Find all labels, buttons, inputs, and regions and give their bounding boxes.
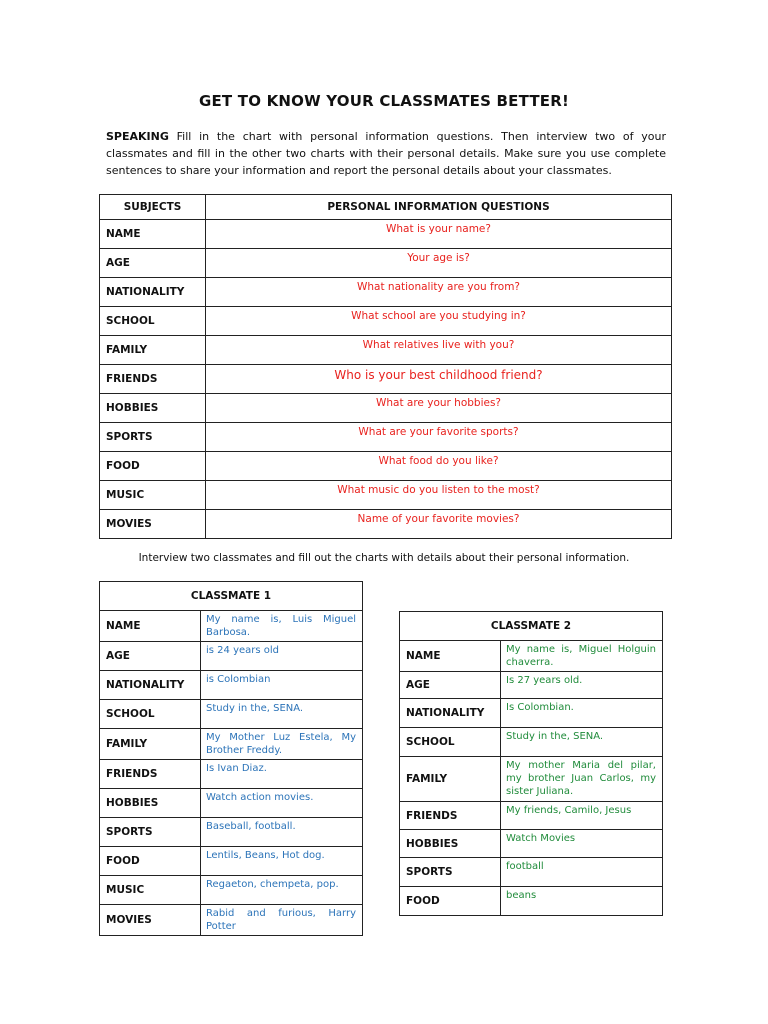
subject-cell: NATIONALITY bbox=[100, 671, 201, 700]
table-row bbox=[400, 728, 663, 757]
answer-cell: Watch Movies bbox=[501, 830, 663, 858]
table-row bbox=[400, 757, 663, 802]
subject-cell: NAME bbox=[100, 611, 201, 642]
answer-cell: Is 27 years old. bbox=[501, 672, 663, 699]
subject-cell: AGE bbox=[400, 672, 501, 699]
classmate-1-header: CLASSMATE 1 bbox=[100, 582, 363, 611]
table-row bbox=[400, 641, 663, 672]
subject-cell: SCHOOL bbox=[100, 307, 206, 336]
subject-cell: NATIONALITY bbox=[100, 278, 206, 307]
subject-cell: MOVIES bbox=[100, 510, 206, 539]
subject-cell: FOOD bbox=[100, 452, 206, 481]
question-cell: What is your name? bbox=[206, 220, 672, 249]
answer-cell: Is Colombian. bbox=[501, 699, 663, 728]
table-row bbox=[100, 307, 672, 336]
answer-cell: Watch action movies. bbox=[201, 789, 363, 818]
question-cell: What food do you like? bbox=[206, 452, 672, 481]
table-row bbox=[400, 802, 663, 830]
personal-info-table bbox=[99, 194, 672, 539]
question-cell: What are your hobbies? bbox=[206, 394, 672, 423]
page-title: GET TO KNOW YOUR CLASSMATES BETTER! bbox=[198, 92, 570, 110]
table-row bbox=[100, 876, 363, 905]
table-row bbox=[400, 672, 663, 699]
header-questions: PERSONAL INFORMATION QUESTIONS bbox=[206, 195, 672, 220]
table-header-row bbox=[100, 195, 672, 220]
subject-cell: HOBBIES bbox=[100, 789, 201, 818]
table-row bbox=[400, 830, 663, 858]
subject-cell: SPORTS bbox=[100, 423, 206, 452]
subject-cell: AGE bbox=[100, 249, 206, 278]
subject-cell: FRIENDS bbox=[100, 365, 206, 394]
table-row bbox=[100, 642, 363, 671]
question-cell: What music do you listen to the most? bbox=[206, 481, 672, 510]
subject-cell: MOVIES bbox=[100, 905, 201, 936]
table-row bbox=[100, 249, 672, 278]
table-row bbox=[100, 905, 363, 936]
subject-cell: HOBBIES bbox=[400, 830, 501, 858]
classmate-2-header: CLASSMATE 2 bbox=[400, 612, 663, 641]
subject-cell: SCHOOL bbox=[100, 700, 201, 729]
table-row bbox=[100, 847, 363, 876]
classmate-2-table bbox=[399, 611, 663, 916]
subject-cell: AGE bbox=[100, 642, 201, 671]
intro-paragraph bbox=[106, 128, 666, 179]
answer-cell: My mother Maria del pilar, my brother Juan Carlos, my sister Juliana. bbox=[501, 757, 663, 802]
subject-cell: FOOD bbox=[400, 887, 501, 916]
table-header-row bbox=[400, 612, 663, 641]
answer-cell: My name is, Miguel Holguin chaverra. bbox=[501, 641, 663, 672]
subject-cell: FAMILY bbox=[400, 757, 501, 802]
question-cell: Your age is? bbox=[206, 249, 672, 278]
answer-cell: beans bbox=[501, 887, 663, 916]
question-cell: What are your favorite sports? bbox=[206, 423, 672, 452]
answer-cell: My name is, Luis Miguel Barbosa. bbox=[201, 611, 363, 642]
subject-cell: FAMILY bbox=[100, 729, 201, 760]
intro-text: Fill in the chart with personal information questions. Then interview two of your classmates and fill in the other two charts with their personal details. Make sure you use complete sentences to share your information and report the personal details about your classmates. bbox=[106, 130, 666, 177]
answer-cell: football bbox=[501, 858, 663, 887]
subject-cell: MUSIC bbox=[100, 876, 201, 905]
subject-cell: FRIENDS bbox=[400, 802, 501, 830]
table-row bbox=[100, 481, 672, 510]
answer-cell: is 24 years old bbox=[201, 642, 363, 671]
intro-lead: SPEAKING bbox=[106, 130, 169, 143]
table-row bbox=[100, 336, 672, 365]
table-row bbox=[100, 423, 672, 452]
table-row bbox=[100, 220, 672, 249]
table-row bbox=[400, 699, 663, 728]
subject-cell: NAME bbox=[100, 220, 206, 249]
table-row bbox=[400, 887, 663, 916]
subject-cell: FRIENDS bbox=[100, 760, 201, 789]
answer-cell: My friends, Camilo, Jesus bbox=[501, 802, 663, 830]
table-row bbox=[100, 729, 363, 760]
answer-cell: Baseball, football. bbox=[201, 818, 363, 847]
answer-cell: My Mother Luz Estela, My Brother Freddy. bbox=[201, 729, 363, 760]
question-cell: What nationality are you from? bbox=[206, 278, 672, 307]
answer-cell: Is Ivan Diaz. bbox=[201, 760, 363, 789]
table-row bbox=[100, 611, 363, 642]
table-row bbox=[100, 818, 363, 847]
subject-cell: FOOD bbox=[100, 847, 201, 876]
table-row bbox=[400, 858, 663, 887]
question-cell: Name of your favorite movies? bbox=[206, 510, 672, 539]
table-row bbox=[100, 510, 672, 539]
classmate-1-table bbox=[99, 581, 363, 936]
answer-cell: Rabid and furious, Harry Potter bbox=[201, 905, 363, 936]
table-row bbox=[100, 365, 672, 394]
subject-cell: SCHOOL bbox=[400, 728, 501, 757]
answer-cell: is Colombian bbox=[201, 671, 363, 700]
table-row bbox=[100, 789, 363, 818]
answer-cell: Regaeton, chempeta, pop. bbox=[201, 876, 363, 905]
question-cell: What relatives live with you? bbox=[206, 336, 672, 365]
subject-cell: MUSIC bbox=[100, 481, 206, 510]
answer-cell: Lentils, Beans, Hot dog. bbox=[201, 847, 363, 876]
subject-cell: NATIONALITY bbox=[400, 699, 501, 728]
subject-cell: NAME bbox=[400, 641, 501, 672]
table-header-row bbox=[100, 582, 363, 611]
table-row bbox=[100, 394, 672, 423]
interview-instruction: Interview two classmates and fill out the charts with details about their personal information. bbox=[138, 552, 630, 564]
subject-cell: FAMILY bbox=[100, 336, 206, 365]
question-cell: What school are you studying in? bbox=[206, 307, 672, 336]
table-row bbox=[100, 278, 672, 307]
table-row bbox=[100, 760, 363, 789]
header-subjects: SUBJECTS bbox=[100, 195, 206, 220]
subject-cell: HOBBIES bbox=[100, 394, 206, 423]
table-row bbox=[100, 452, 672, 481]
question-cell: Who is your best childhood friend? bbox=[206, 365, 672, 394]
subject-cell: SPORTS bbox=[400, 858, 501, 887]
answer-cell: Study in the, SENA. bbox=[501, 728, 663, 757]
table-row bbox=[100, 700, 363, 729]
subject-cell: SPORTS bbox=[100, 818, 201, 847]
answer-cell: Study in the, SENA. bbox=[201, 700, 363, 729]
table-row bbox=[100, 671, 363, 700]
